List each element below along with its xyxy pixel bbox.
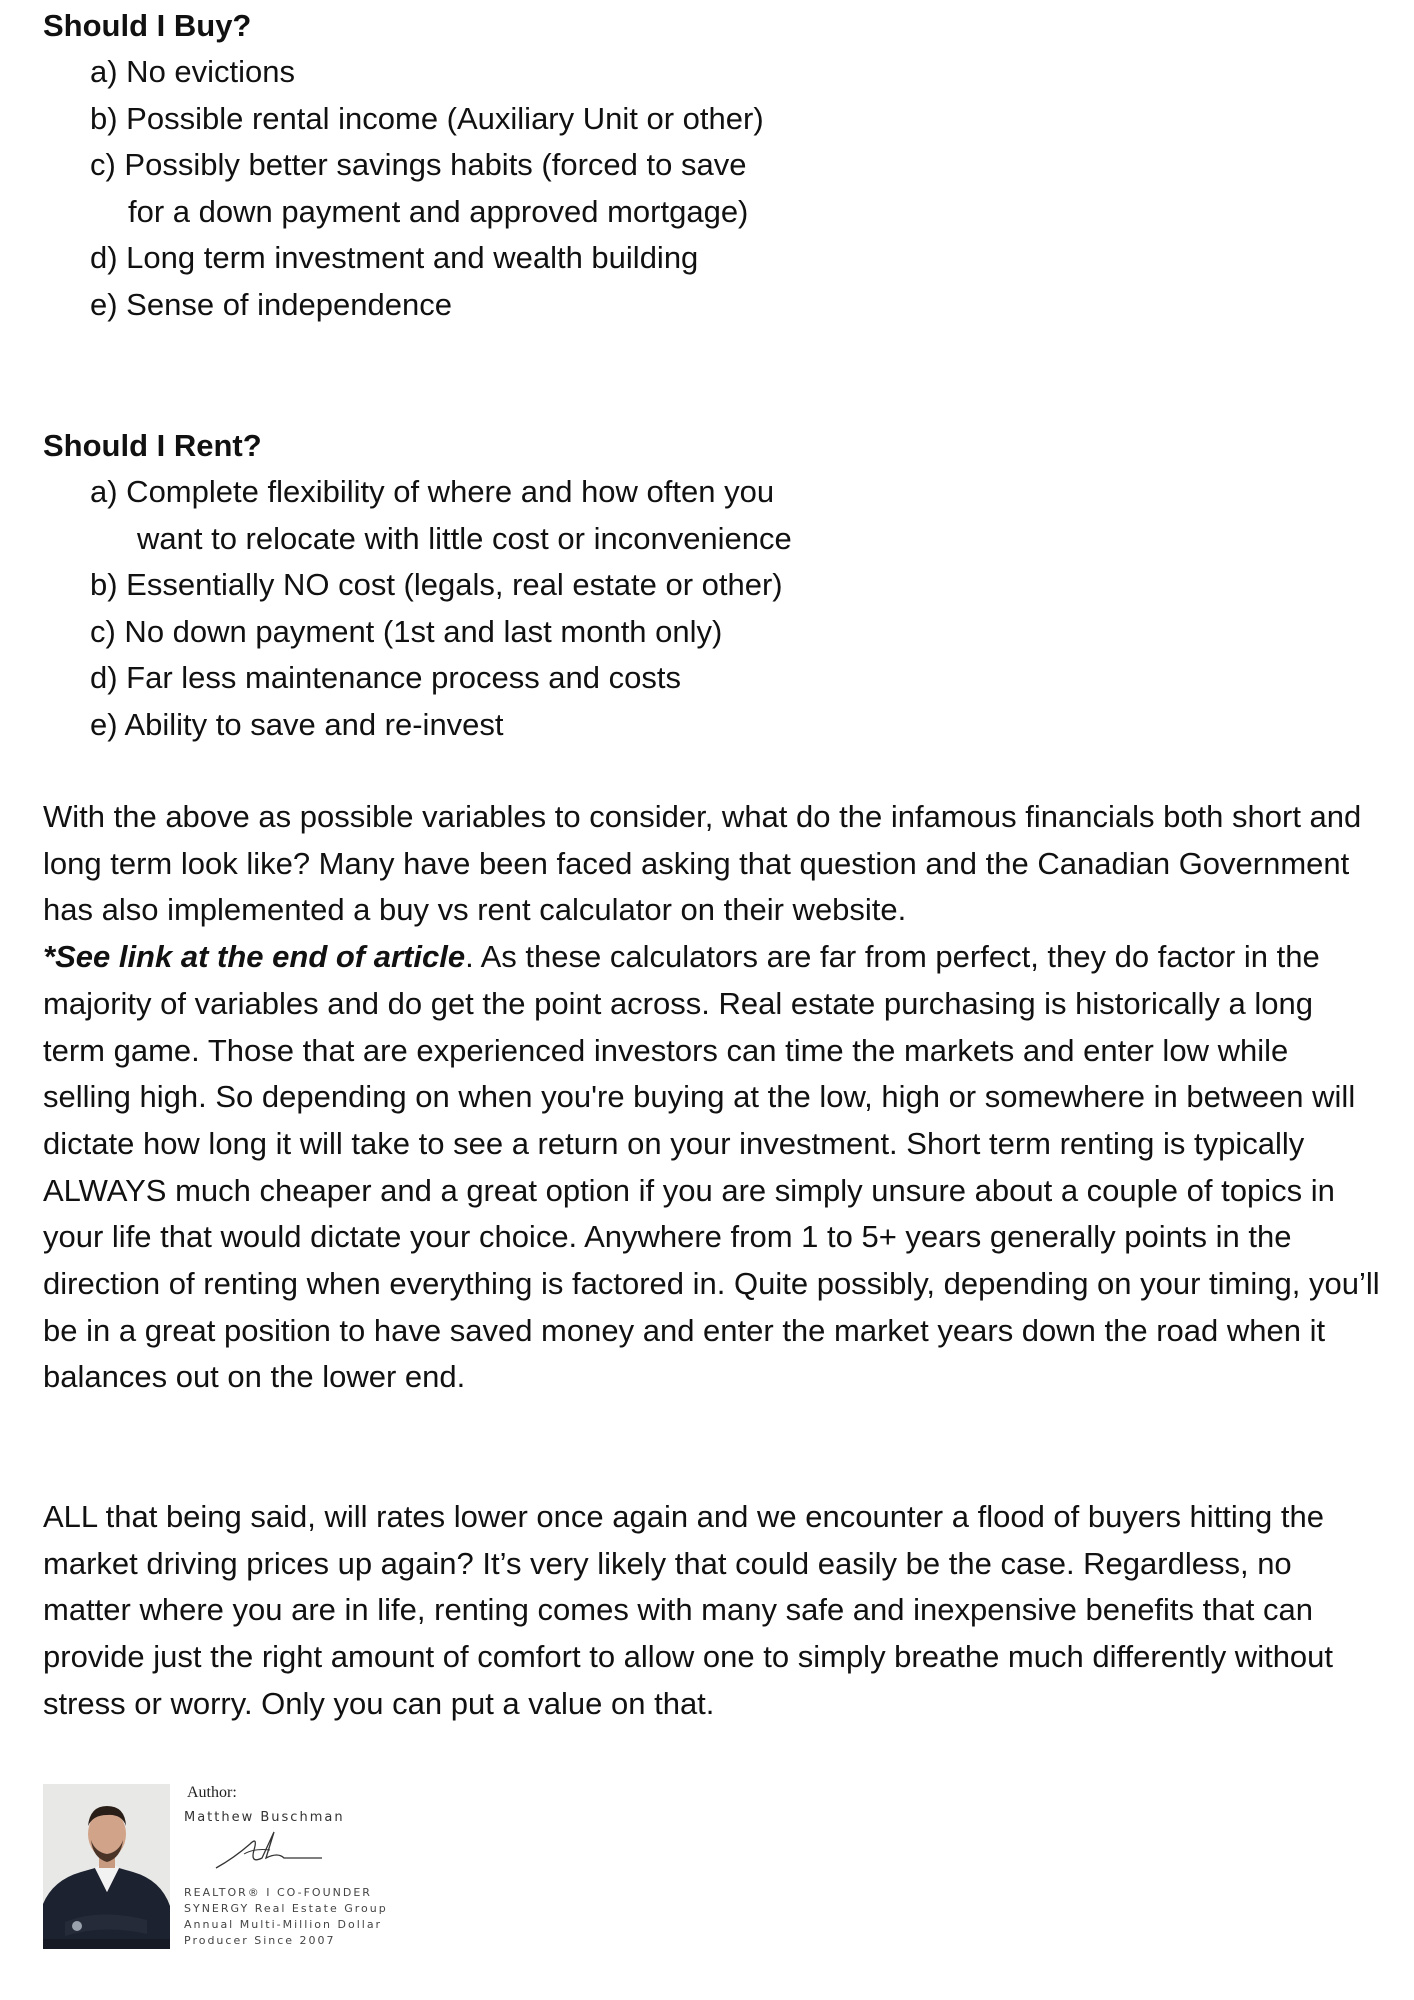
list-item — [90, 49, 764, 96]
author-credential: REALTOR® I CO-FOUNDER — [184, 1886, 372, 1899]
list-item-text: c) Possibly better savings habits (forced to save — [90, 147, 747, 182]
rent-list — [90, 469, 792, 748]
list-item-text: b) Essentially NO cost (legals, real estate or other) — [90, 567, 783, 602]
list-item-text: a) No evictions — [90, 54, 296, 89]
list-item-continuation: want to relocate with little cost or inconvenience — [137, 520, 792, 556]
author-name: Matthew Buschman — [184, 1810, 345, 1825]
see-link-note: *See link at the end of article — [43, 939, 466, 975]
body-paragraph-1 — [43, 794, 1383, 1401]
list-item — [90, 235, 764, 282]
paragraph-text: . As these calculators are far from perfect, they do factor in the majority of variables and do get the point across. Real estate purchasing is historically a long term game. Those that are experienced investors can time the markets and enter low while selling high. So depending on when you're buying at the low, high or somewhere in between will dictate how long it will take to see a return on your investment. Short term renting is typically ALWAYS much cheaper and a great option if you are simply unsure about a couple of topics in your life that would dictate your choice. Anywhere from 1 to 5+ years generally points in the direction of renting when everything is factored in. Quite possibly, depending on your timing, you’ll be in a great position to have saved money and enter the market years down the road when it balances out on the lower end. — [43, 939, 1380, 1395]
list-item — [90, 142, 764, 235]
author-photo — [43, 1784, 170, 1949]
buy-heading: Should I Buy? — [43, 8, 252, 43]
list-item-text: c) No down payment (1st and last month only) — [90, 613, 723, 649]
list-item-text: e) Ability to save and re-invest — [90, 706, 504, 742]
author-credential: Annual Multi-Million Dollar — [184, 1918, 383, 1931]
list-item — [90, 702, 792, 749]
list-item-text: a) Complete flexibility of where and how often you — [90, 474, 775, 509]
list-item-text: b) Possible rental income (Auxiliary Unit or other) — [90, 100, 764, 136]
list-item — [90, 469, 792, 562]
author-credential: Producer Since 2007 — [184, 1934, 336, 1947]
author-label: Author: — [187, 1784, 237, 1801]
body-paragraph-2: ALL that being said, will rates lower once again and we encounter a flood of buyers hitting the market driving prices up again? It’s very likely that could easily be the case. Regardless, no matter where you are in life, renting comes with many safe and inexpensive benefits that can provide just the right amount of comfort to allow one to simply breathe much differently without stress or worry. Only you can put a value on that. — [43, 1499, 1334, 1721]
list-item — [90, 96, 764, 143]
signature-icon — [214, 1828, 324, 1874]
author-block — [43, 1784, 443, 1954]
list-item-text: d) Far less maintenance process and costs — [90, 660, 681, 695]
list-item — [90, 609, 792, 656]
author-credential: SYNERGY Real Estate Group — [184, 1902, 388, 1915]
list-item — [90, 562, 792, 609]
list-item-continuation: for a down payment and approved mortgage) — [128, 193, 749, 229]
list-item-text: d) Long term investment and wealth building — [90, 240, 699, 275]
rent-heading: Should I Rent? — [43, 428, 262, 463]
list-item — [90, 282, 764, 329]
buy-list — [90, 49, 764, 328]
paragraph-text: With the above as possible variables to consider, what do the infamous financials both short and long term look like? Many have been faced asking that question and the Canadian Government has also implemented a buy vs rent calculator on their website. — [43, 799, 1362, 928]
list-item-text: e) Sense of independence — [90, 286, 452, 322]
list-item — [90, 655, 792, 702]
